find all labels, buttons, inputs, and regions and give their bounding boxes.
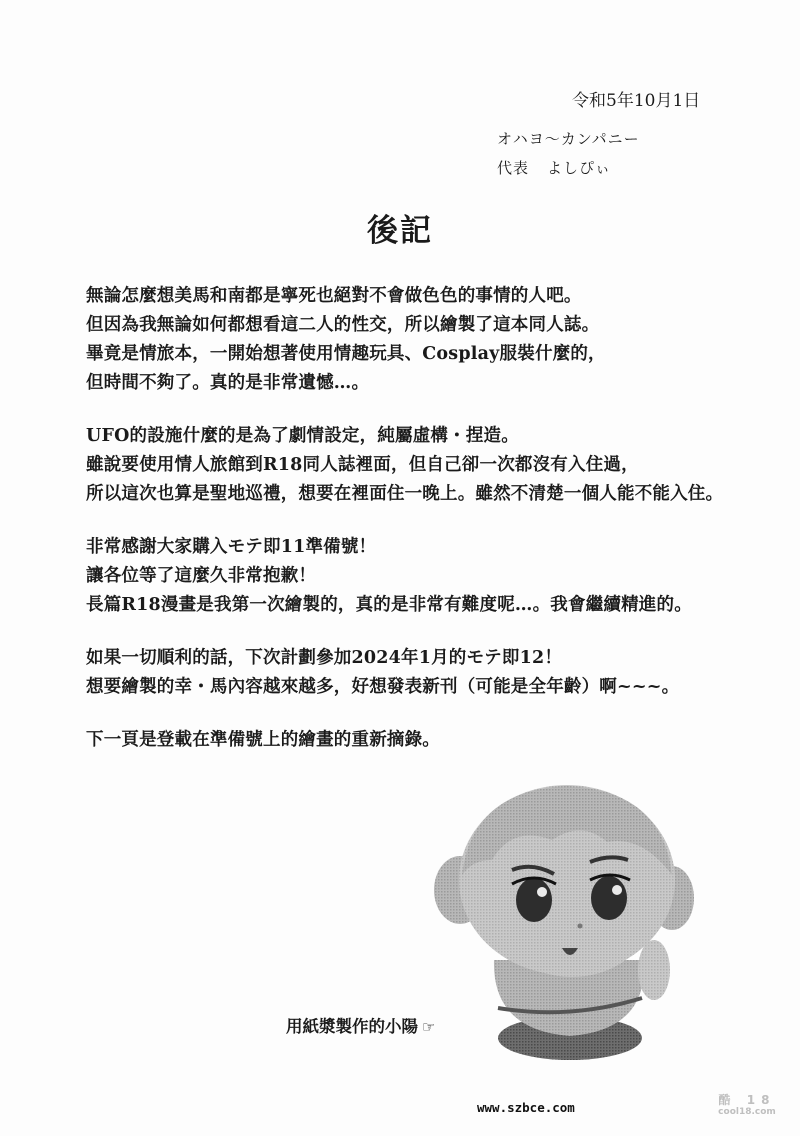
pointing-hand-icon: ☞ xyxy=(422,1018,436,1036)
text-line: 讓各位等了這麼久非常抱歉！ xyxy=(86,566,317,586)
plush-doll-icon xyxy=(432,780,702,1070)
text-line: 如果一切順利的話，下次計劃參加2024年1月的モテ即12！ xyxy=(86,648,563,668)
paragraph xyxy=(86,644,786,702)
representative-line xyxy=(497,157,611,178)
representative-label: 代表 xyxy=(497,159,530,177)
page-title: 後記 xyxy=(367,213,433,249)
paragraph xyxy=(86,726,786,755)
text-line: 非常感謝大家購入モテ即11準備號！ xyxy=(86,537,377,557)
text-line: 長篇R18漫畫是我第一次繪製的，真的是非常有難度呢…。我會繼續精進的。 xyxy=(86,595,692,615)
text-line: 下一頁是登載在準備號上的繪畫的重新摘錄。 xyxy=(86,730,440,750)
paragraph xyxy=(86,533,786,620)
text-line: 雖說要使用情人旅館到R18同人誌裡面，但自己卻一次都沒有入住過， xyxy=(86,455,639,475)
text-line: 畢竟是情旅本，一開始想著使用情趣玩具、Cosplay服裝什麼的， xyxy=(86,344,606,364)
afterword-body xyxy=(86,282,786,779)
date-text: 令和5年10月1日 xyxy=(572,91,701,111)
paragraph xyxy=(86,282,786,398)
text-line: 所以這次也算是聖地巡禮，想要在裡面住一晚上。雖然不清楚一個人能不能入住。 xyxy=(86,484,724,504)
text-line: 但因為我無論如何都想看這二人的性交，所以繪製了這本同人誌。 xyxy=(86,315,600,335)
representative-name: よしぴぃ xyxy=(547,159,612,177)
text-line: 但時間不夠了。真的是非常遺憾…。 xyxy=(86,373,370,393)
organization-name: オハヨ〜カンパニー xyxy=(497,130,640,148)
text-line: 無論怎麼想美馬和南都是寧死也絕對不會做色色的事情的人吧。 xyxy=(86,286,582,306)
watermark-logo xyxy=(712,1094,782,1118)
plush-doll-image xyxy=(432,780,702,1070)
paragraph xyxy=(86,422,786,509)
text-line: UFO的設施什麼的是為了劇情設定，純屬虛構・捏造。 xyxy=(86,426,519,446)
watermark-logo-bottom: cool18.com xyxy=(718,1107,776,1117)
caption-text: 用紙漿製作的小陽 xyxy=(286,1017,418,1036)
text-line: 想要繪製的幸・馬內容越來越多，好想發表新刊（可能是全年齡）啊~~~。 xyxy=(86,677,680,697)
watermark-url: www.szbce.com xyxy=(477,1100,575,1115)
watermark-logo-top: 酷 18 xyxy=(718,1093,776,1107)
figure-caption xyxy=(286,1013,435,1037)
